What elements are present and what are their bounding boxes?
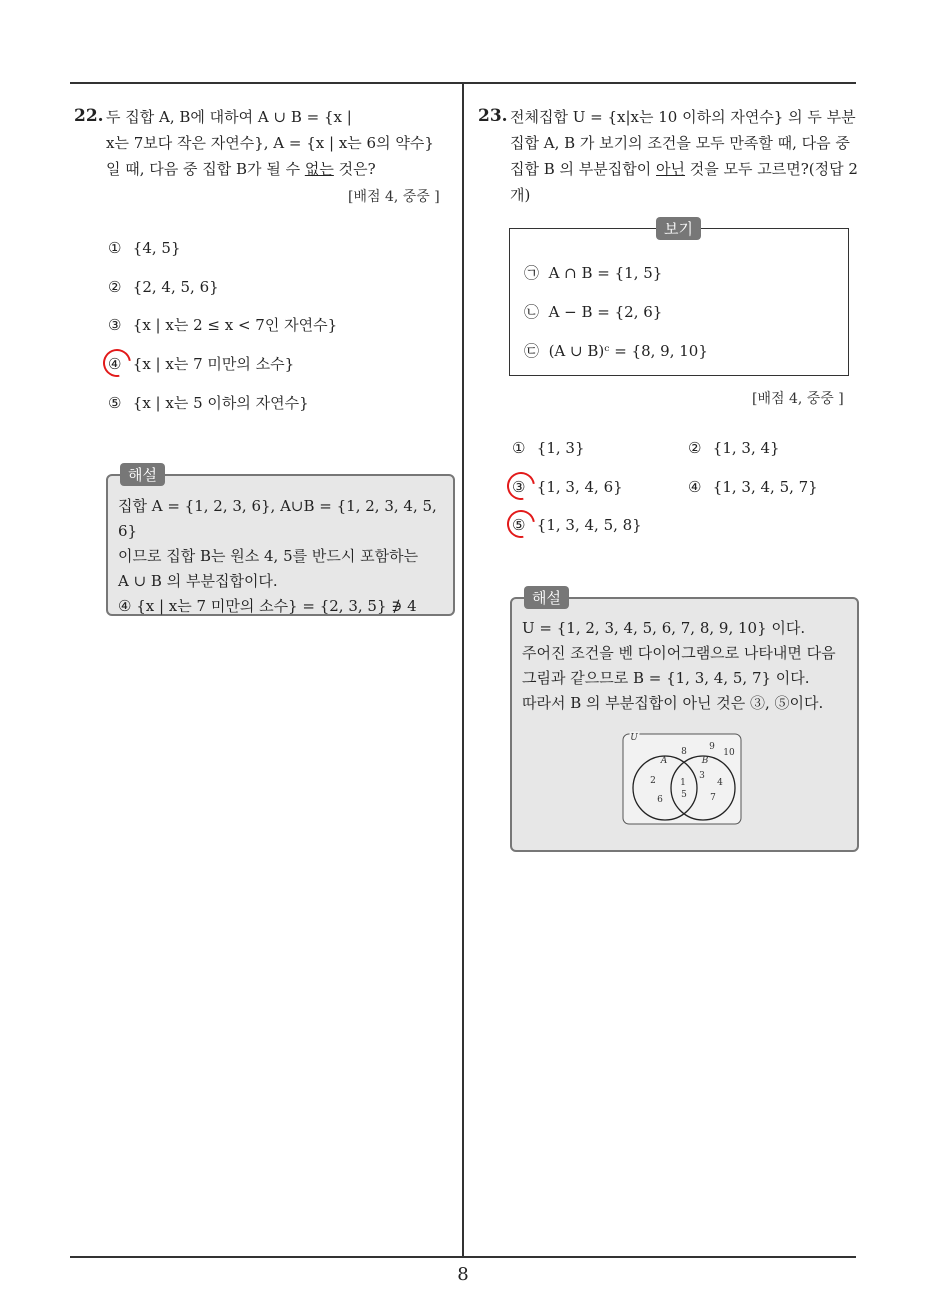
q22-choice-5[interactable]: ⑤ {x | x는 5 이하의 자연수} xyxy=(108,394,309,412)
q23-explanation-tag: 해설 xyxy=(524,586,569,609)
q22-question xyxy=(106,104,454,182)
q23-choice-1[interactable]: ① {1, 3} xyxy=(512,439,585,457)
q23-answer-ring-5 xyxy=(502,505,541,544)
q23-score: [배점 4, 중중 ] xyxy=(752,391,844,407)
venn-num-7: 7 xyxy=(710,793,716,803)
q23-question: 전체집합 U = {x|x는 10 이하의 자연수} 의 두 부분 집합 A, B 가 보기의 조건을 모두 만족할 때, 다음 중 집합 B 의 부분집합이 아닌 것을 모두 고르면?(정답 2 개) xyxy=(510,108,858,204)
venn-num-1: 1 xyxy=(680,778,686,788)
q22-underlined: 없는 xyxy=(304,160,334,178)
q22-choice-4[interactable]: ④ {x | x는 7 미만의 소수} xyxy=(108,355,295,373)
q22-answer-ring xyxy=(98,344,137,383)
venn-label-a: A xyxy=(660,756,668,766)
q23-choice-5[interactable]: ⑤ {1, 3, 4, 5, 8} xyxy=(512,516,642,534)
bogi-tag: 보기 xyxy=(656,217,701,240)
venn-num-8: 8 xyxy=(681,747,687,757)
q22-number: 22. xyxy=(74,106,104,126)
venn-label-b: B xyxy=(701,756,709,766)
q22-explanation-tag: 해설 xyxy=(120,463,165,486)
venn-num-6: 6 xyxy=(657,795,663,805)
venn-num-2: 2 xyxy=(650,776,656,786)
q22-line1: 두 집합 A, B에 대하여 A ∪ B = {x | xyxy=(106,108,352,126)
bogi-item-2: ㉡ A − B = {2, 6} xyxy=(524,303,663,321)
q23-underlined: 아닌 xyxy=(656,160,686,178)
q22-choice-2[interactable]: ② {2, 4, 5, 6} xyxy=(108,278,219,296)
venn-diagram xyxy=(620,730,744,828)
bottom-rule xyxy=(70,1256,856,1258)
q22-choice-3[interactable]: ③ {x | x는 2 ≤ x < 7인 자연수} xyxy=(108,316,338,334)
q23-choice-2[interactable]: ② {1, 3, 4} xyxy=(688,439,780,457)
venn-num-3: 3 xyxy=(699,771,705,781)
column-divider xyxy=(462,84,464,1256)
q22-line3: 일 때, 다음 중 집합 B가 될 수 없는 것은? xyxy=(106,160,376,178)
bogi-item-1: ㉠ A ∩ B = {1, 5} xyxy=(524,264,663,282)
page-number: 8 xyxy=(457,1264,469,1285)
venn-num-9: 9 xyxy=(709,742,715,752)
q22-score: [배점 4, 중중 ] xyxy=(348,189,440,205)
q23-choice-4[interactable]: ④ {1, 3, 4, 5, 7} xyxy=(688,478,818,496)
venn-label-u: U xyxy=(630,733,638,743)
q23-answer-ring-3 xyxy=(502,467,541,506)
q23-choice-3[interactable]: ③ {1, 3, 4, 6} xyxy=(512,478,623,496)
venn-num-4: 4 xyxy=(717,778,723,788)
venn-num-5: 5 xyxy=(681,790,687,800)
q23-explanation-text: U = {1, 2, 3, 4, 5, 6, 7, 8, 9, 10} 이다. 주어진 조건을 벤 다이어그램으로 나타내면 다음 그림과 같으므로 B = {1, 3, 4, 5, 7} 이다. 따라서 B 의 부분집합이 아닌 것은 ③, ⑤이다. xyxy=(522,619,836,712)
q23-number: 23. xyxy=(478,106,508,126)
q22-choice-1[interactable]: ① {4, 5} xyxy=(108,239,181,257)
q22-line2: x는 7보다 작은 자연수}, A = {x | x는 6의 약수} xyxy=(106,134,434,152)
q22-explanation-text: 집합 A = {1, 2, 3, 6}, A∪B = {1, 2, 3, 4, 5, 6} 이므로 집합 B는 원소 4, 5를 반드시 포함하는 A ∪ B 의 부분집합이다. ④ {x | x는 7 미만의 소수} = {2, 3, 5} ∌ 4 xyxy=(118,497,437,615)
bogi-item-3: ㉢ (A ∪ B)ᶜ = {8, 9, 10} xyxy=(524,342,708,360)
venn-num-10: 10 xyxy=(723,748,735,758)
